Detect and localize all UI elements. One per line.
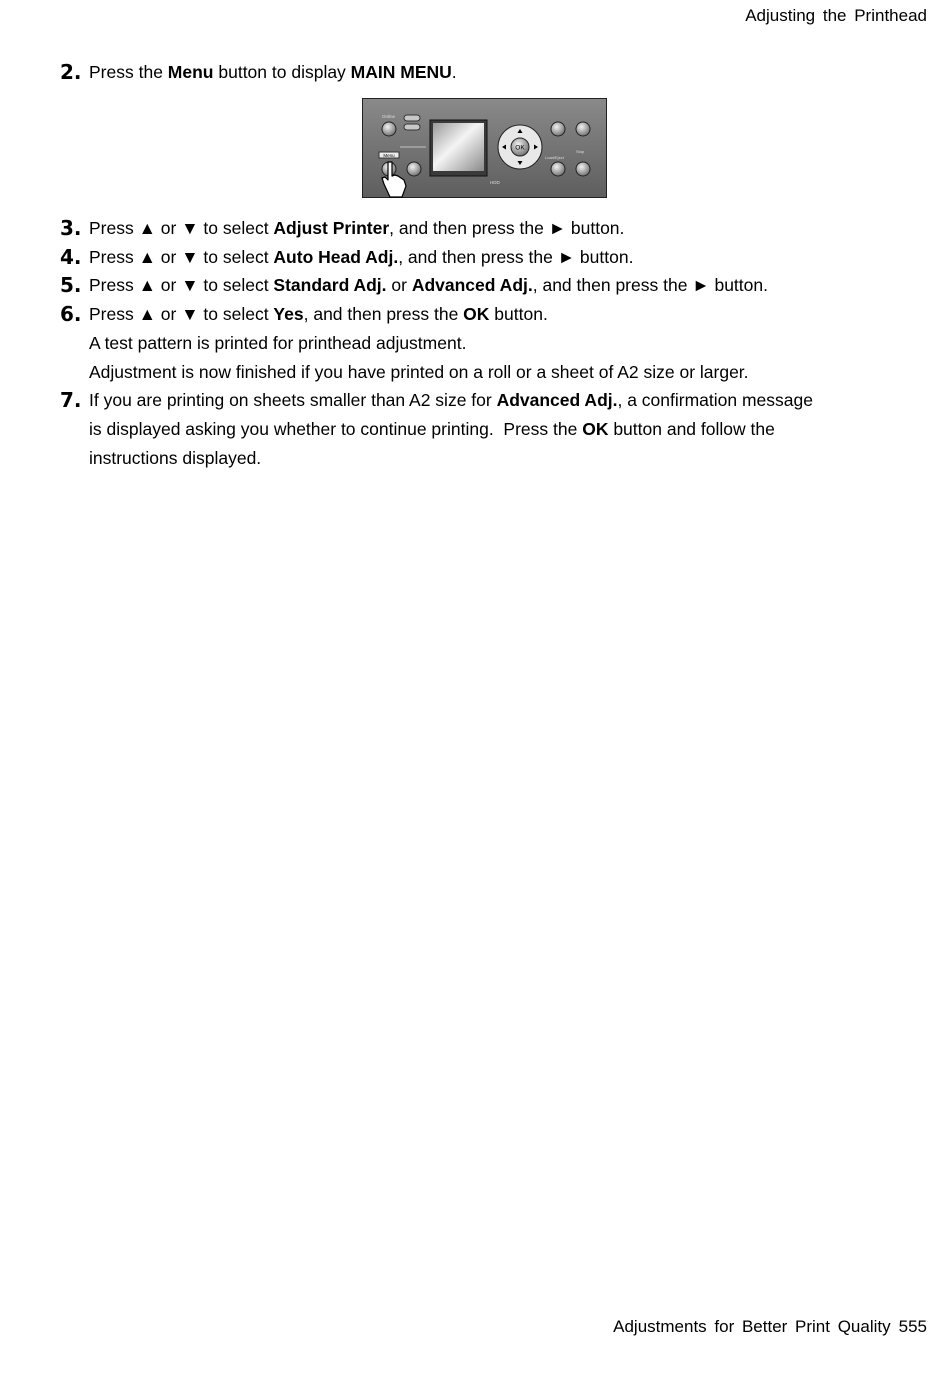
- step-6-note: A test pattern is printed for printhead adjustment.: [89, 333, 467, 353]
- step-4-text: Press ▲ or ▼ to select Auto Head Adj., and then press the ► button.: [89, 247, 634, 267]
- running-header: Adjusting the Printhead: [745, 6, 927, 25]
- stop-label: Stop: [576, 149, 585, 154]
- ok-label: OK: [515, 144, 525, 152]
- step-2-text: Press the Menu button to display MAIN MENU.: [89, 62, 457, 82]
- step-number: 7.: [60, 388, 82, 412]
- svg-text:HDD: HDD: [490, 180, 500, 185]
- step-number: 3.: [60, 216, 82, 240]
- step-number: 5.: [60, 273, 82, 297]
- step-7-text-line: is displayed asking you whether to continue printing. Press the OK button and follow the: [89, 419, 775, 439]
- running-footer: [613, 1317, 927, 1337]
- control-panel-illustration: [362, 98, 607, 198]
- step-number: 2.: [60, 60, 82, 84]
- step-number: 6.: [60, 302, 82, 326]
- step-6-note: Adjustment is now finished if you have printed on a roll or a sheet of A2 size or larger.: [89, 362, 749, 382]
- step-number: 4.: [60, 245, 82, 269]
- load-eject-label: Load/Eject: [545, 155, 564, 160]
- svg-text:Online: Online: [382, 114, 396, 119]
- footer-section: Adjustments for Better Print Quality: [613, 1317, 891, 1336]
- page-number: 555: [898, 1317, 927, 1336]
- step-7-text-line: instructions displayed.: [89, 448, 262, 468]
- step-5-text: Press ▲ or ▼ to select Standard Adj. or Advanced Adj., and then press the ► button.: [89, 275, 768, 295]
- step-3-text: Press ▲ or ▼ to select Adjust Printer, and then press the ► button.: [89, 218, 625, 238]
- menu-label: Menu: [383, 152, 395, 158]
- step-7-text-line: If you are printing on sheets smaller than A2 size for Advanced Adj., a confirmation message: [89, 390, 813, 410]
- step-6-text: Press ▲ or ▼ to select Yes, and then press the OK button.: [89, 304, 548, 324]
